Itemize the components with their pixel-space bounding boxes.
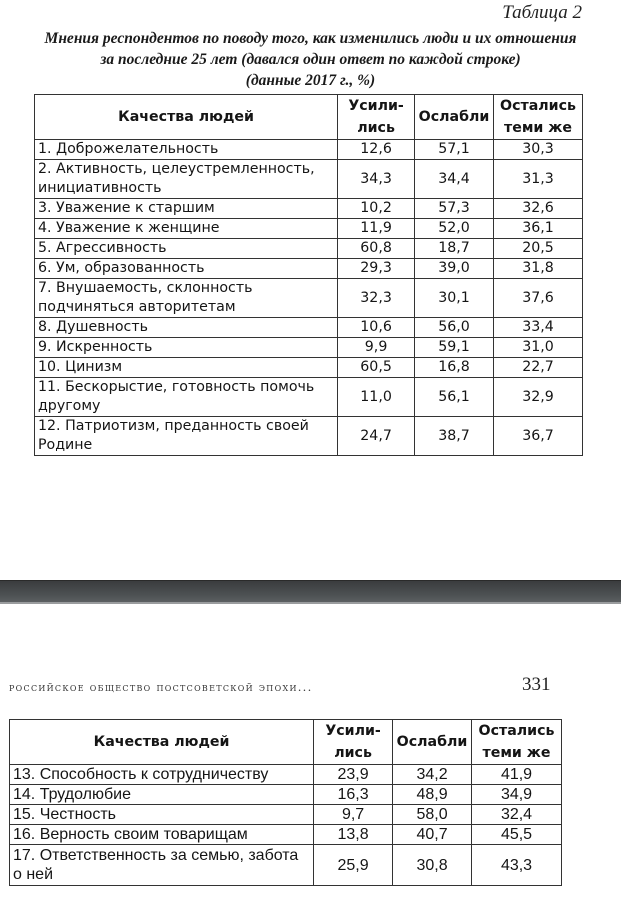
table-title-line: (данные 2017 г., %) [245,72,376,89]
table-row [35,338,583,358]
cell-quality: 5. Агрессивность [35,239,338,259]
table-header-row [35,95,583,140]
cell-quality: 10. Цинизм [35,358,338,378]
header-unchanged [494,95,583,140]
cell-unchanged: 45,5 [472,825,562,845]
table-row [10,825,562,845]
cell-weakened: 34,2 [393,765,472,785]
cell-strengthened: 60,5 [338,358,415,378]
page-number: 331 [522,674,551,695]
cell-quality: 16. Верность своим товарищам [10,825,314,845]
header-quality: Качества людей [35,95,338,140]
cell-strengthened: 9,7 [314,805,393,825]
header-strengthened [338,95,415,140]
cell-quality: 17. Ответственность за семью, забота о ней [10,845,314,886]
cell-weakened: 58,0 [393,805,472,825]
table-row [35,279,583,318]
cell-quality: 8. Душевность [35,318,338,338]
cell-strengthened: 29,3 [338,259,415,279]
cell-weakened: 30,8 [393,845,472,886]
cell-quality: 14. Трудолюбие [10,785,314,805]
cell-strengthened: 23,9 [314,765,393,785]
table-label: Таблица 2 [502,2,582,23]
header-unchanged-line2: теми же [482,745,551,761]
cell-weakened: 38,7 [415,417,494,456]
cell-strengthened: 25,9 [314,845,393,886]
cell-quality: 11. Бескорыстие, готовность помочь другому [35,378,338,417]
table-row [35,358,583,378]
cell-weakened: 30,1 [415,279,494,318]
cell-unchanged: 31,3 [494,160,583,199]
table-row [35,318,583,338]
table-title-line: за последние 25 лет (давался один ответ по каждой строке) [100,51,521,68]
cell-unchanged: 32,4 [472,805,562,825]
header-unchanged-line1: Остались [500,98,576,114]
header-quality: Качества людей [10,720,314,765]
header-strengthened-line2: лись [334,745,372,761]
cell-quality: 7. Внушаемость, склонность подчиняться авторитетам [35,279,338,318]
cell-unchanged: 32,9 [494,378,583,417]
table-row [35,219,583,239]
header-strengthened [314,720,393,765]
cell-unchanged: 30,3 [494,140,583,160]
cell-unchanged: 33,4 [494,318,583,338]
cell-strengthened: 24,7 [338,417,415,456]
cell-unchanged: 36,7 [494,417,583,456]
cell-weakened: 34,4 [415,160,494,199]
cell-weakened: 56,0 [415,318,494,338]
table-header-row [10,720,562,765]
table-row [10,805,562,825]
cell-strengthened: 60,8 [338,239,415,259]
cell-quality: 15. Честность [10,805,314,825]
cell-unchanged: 43,3 [472,845,562,886]
opinions-table-part-1 [34,94,583,456]
cell-quality: 4. Уважение к женщине [35,219,338,239]
cell-unchanged: 31,8 [494,259,583,279]
header-unchanged-line2: теми же [503,120,573,136]
cell-unchanged: 34,9 [472,785,562,805]
header-weakened: Ослабли [415,95,494,140]
table-row [35,140,583,160]
cell-weakened: 52,0 [415,219,494,239]
cell-quality: 6. Ум, образованность [35,259,338,279]
table-row [35,378,583,417]
running-head: российское общество постсоветской эпохи... [9,680,313,694]
cell-strengthened: 9,9 [338,338,415,358]
cell-strengthened: 10,2 [338,199,415,219]
cell-weakened: 57,3 [415,199,494,219]
cell-unchanged: 36,1 [494,219,583,239]
header-strengthened-line1: Усили- [348,98,404,114]
cell-unchanged: 22,7 [494,358,583,378]
cell-strengthened: 34,3 [338,160,415,199]
table-row [35,417,583,456]
table-title-line: Мнения респондентов по поводу того, как изменились люди и их отношения [44,30,577,47]
table-row [35,199,583,219]
cell-quality: 2. Активность, целеустремленность, инициативность [35,160,338,199]
cell-weakened: 59,1 [415,338,494,358]
header-strengthened-line2: лись [357,120,395,136]
cell-weakened: 48,9 [393,785,472,805]
cell-weakened: 40,7 [393,825,472,845]
cell-weakened: 57,1 [415,140,494,160]
cell-strengthened: 11,0 [338,378,415,417]
cell-strengthened: 16,3 [314,785,393,805]
cell-strengthened: 13,8 [314,825,393,845]
cell-strengthened: 32,3 [338,279,415,318]
opinions-table-part-2 [9,719,562,886]
table-row [35,160,583,199]
cell-unchanged: 37,6 [494,279,583,318]
cell-strengthened: 11,9 [338,219,415,239]
header-weakened: Ослабли [393,720,472,765]
cell-quality: 9. Искренность [35,338,338,358]
cell-weakened: 56,1 [415,378,494,417]
cell-unchanged: 32,6 [494,199,583,219]
table-row [35,259,583,279]
cell-weakened: 18,7 [415,239,494,259]
cell-quality: 13. Способность к сотрудничеству [10,765,314,785]
header-strengthened-line1: Усили- [325,723,381,739]
cell-weakened: 39,0 [415,259,494,279]
header-unchanged [472,720,562,765]
table-row [10,845,562,886]
cell-quality: 12. Патриотизм, преданность своей Родине [35,417,338,456]
table-row [10,785,562,805]
cell-unchanged: 20,5 [494,239,583,259]
cell-unchanged: 31,0 [494,338,583,358]
cell-quality: 1. Доброжелательность [35,140,338,160]
table-row [10,765,562,785]
header-unchanged-line1: Остались [478,723,555,739]
cell-weakened: 16,8 [415,358,494,378]
cell-strengthened: 10,6 [338,318,415,338]
cell-unchanged: 41,9 [472,765,562,785]
cell-strengthened: 12,6 [338,140,415,160]
table-row [35,239,583,259]
cell-quality: 3. Уважение к старшим [35,199,338,219]
page-break-divider [0,580,621,604]
